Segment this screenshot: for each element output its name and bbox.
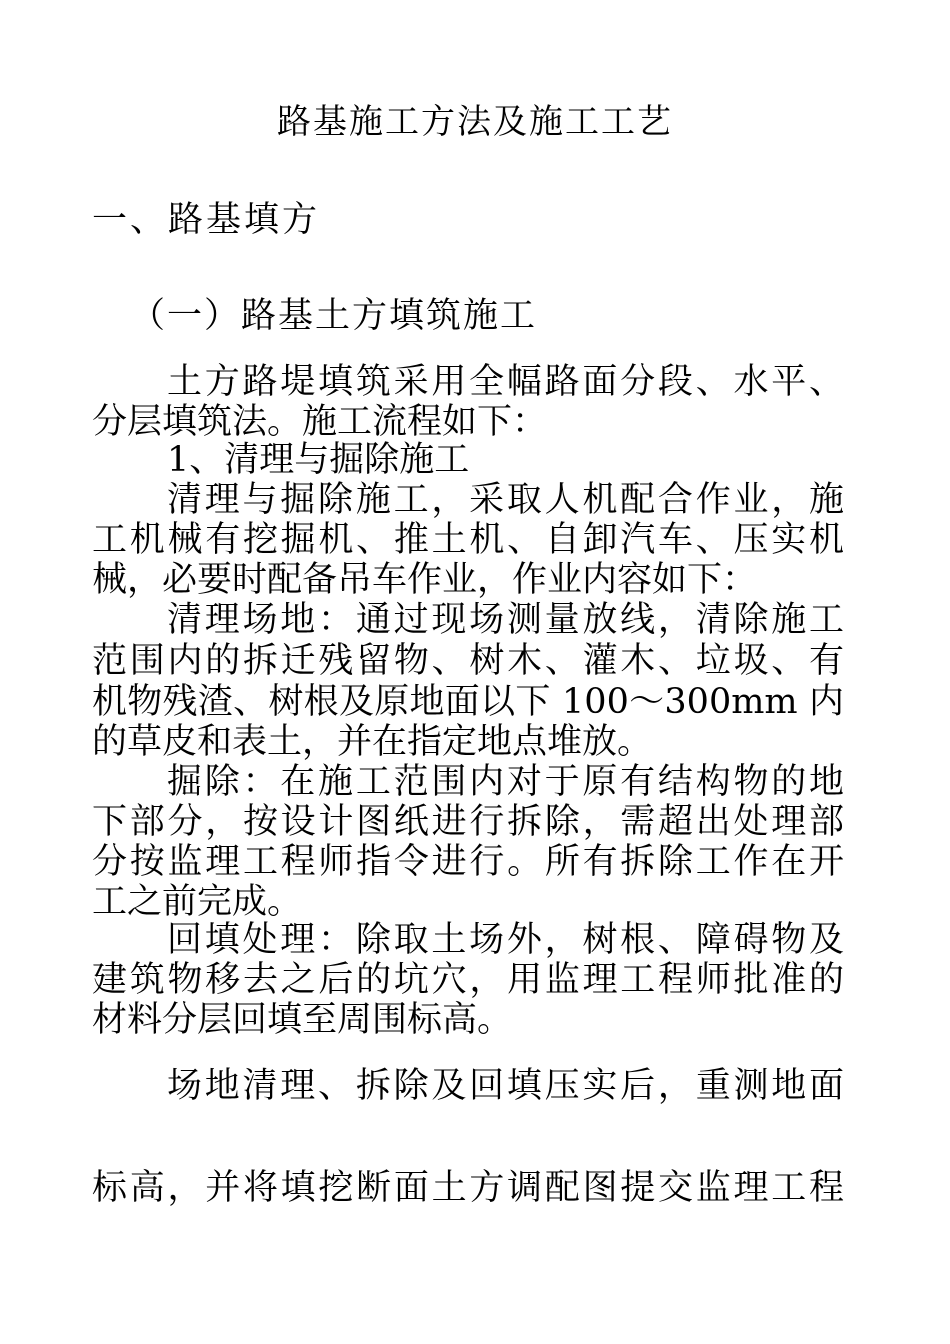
section-heading: 一、路基填方: [92, 200, 321, 240]
numbered-heading: 1、清理与掘除施工: [167, 440, 470, 480]
paragraph-line: 掘除：在施工范围内对于原有结构物的地: [167, 762, 844, 802]
paragraph-line: 械，必要时配备吊车作业，作业内容如下：: [92, 560, 758, 600]
paragraph-line: 的草皮和表土，并在指定地点堆放。: [92, 722, 653, 762]
document-title: 路基施工方法及施工工艺: [277, 102, 673, 142]
paragraph-line: 工机械有挖掘机、推土机、自卸汽车、压实机: [92, 520, 844, 560]
paragraph-line: 场地清理、拆除及回填压实后，重测地面: [167, 1066, 844, 1106]
paragraph-line: 分层填筑法。施工流程如下：: [92, 402, 548, 442]
paragraph-line: 回填处理：除取土场外，树根、障碍物及: [167, 920, 844, 960]
paragraph-line: 分按监理工程师指令进行。所有拆除工作在开: [92, 842, 844, 882]
paragraph-line: 工之前完成。: [92, 882, 303, 922]
paragraph-line: 建筑物移去之后的坑穴，用监理工程师批准的: [92, 960, 844, 1000]
paragraph-line: 机物残渣、树根及原地面以下 100～300mm 内: [92, 682, 844, 722]
subsection-heading: （一）路基土方填筑施工: [130, 296, 538, 336]
paragraph-line: 土方路堤填筑采用全幅路面分段、水平、: [167, 362, 844, 402]
paragraph-line: 下部分，按设计图纸进行拆除，需超出处理部: [92, 802, 844, 842]
paragraph-line: 材料分层回填至周围标高。: [92, 1000, 513, 1040]
paragraph-line: 清理与掘除施工，采取人机配合作业，施: [167, 480, 844, 520]
paragraph-line: 清理场地：通过现场测量放线，清除施工: [167, 600, 844, 640]
paragraph-line: 范围内的拆迁残留物、树木、灌木、垃圾、有: [92, 641, 844, 681]
paragraph-line: 标高，并将填挖断面土方调配图提交监理工程: [92, 1168, 844, 1208]
